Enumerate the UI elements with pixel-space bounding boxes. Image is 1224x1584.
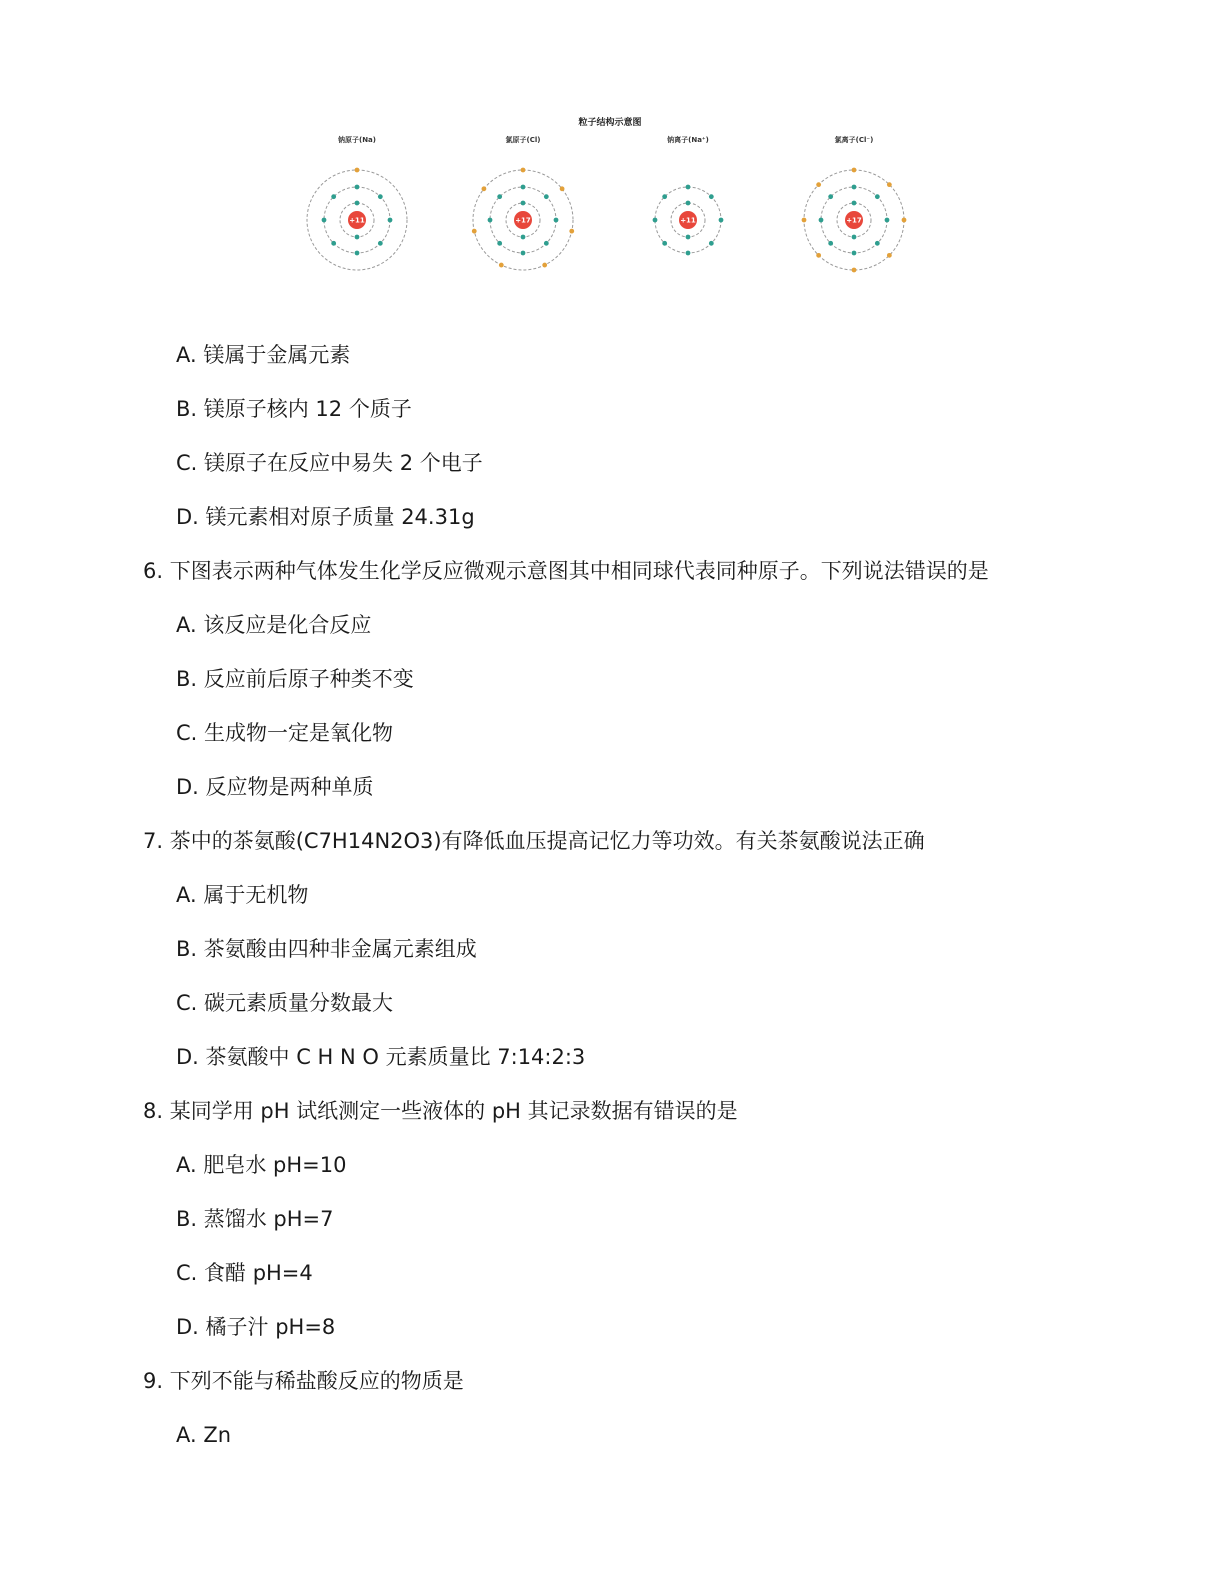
electron	[653, 218, 658, 223]
electron	[355, 185, 360, 190]
electron	[499, 263, 504, 268]
q5-option-d: D. 镁元素相对原子质量 24.31g	[176, 505, 475, 529]
electron	[709, 194, 714, 199]
electron	[719, 218, 724, 223]
electron	[497, 241, 502, 246]
electron	[542, 263, 547, 268]
q7-option-a: A. 属于无机物	[176, 883, 309, 907]
q6-option-b: B. 反应前后原子种类不变	[176, 667, 414, 691]
q7-option-c: C. 碳元素质量分数最大	[176, 991, 394, 1015]
q5-option-b: B. 镁原子核内 12 个质子	[176, 397, 412, 421]
electron	[355, 168, 360, 173]
electron	[560, 186, 565, 191]
electron	[852, 235, 857, 240]
nucleus-charge: +11	[680, 216, 696, 225]
electron	[852, 251, 857, 256]
electron	[819, 218, 824, 223]
q8-option-b: B. 蒸馏水 pH=7	[176, 1207, 334, 1231]
electron	[482, 186, 487, 191]
electron	[521, 251, 526, 256]
electron	[554, 218, 559, 223]
q8-option-a: A. 肥皂水 pH=10	[176, 1153, 347, 1177]
electron	[885, 218, 890, 223]
atom-diagram-na	[297, 130, 417, 280]
electron	[544, 241, 549, 246]
electron	[875, 241, 880, 246]
q7-option-b: B. 茶氨酸由四种非金属元素组成	[176, 937, 477, 961]
electron	[686, 185, 691, 190]
q7-option-d: D. 茶氨酸中 C H N O 元素质量比 7:14:2:3	[176, 1045, 586, 1069]
electron	[686, 251, 691, 256]
electron	[662, 194, 667, 199]
electron	[816, 253, 821, 258]
electron	[887, 182, 892, 187]
electron	[887, 253, 892, 258]
atom-label: 钠原子(Na)	[338, 136, 376, 144]
q6-option-c: C. 生成物一定是氧化物	[176, 721, 394, 745]
electron	[322, 218, 327, 223]
electron	[521, 201, 526, 206]
nucleus-charge: +17	[846, 216, 862, 225]
q7-stem: 7. 茶中的茶氨酸(C7H14N2O3)有降低血压提高记忆力等功效。有关茶氨酸说法正确	[143, 829, 925, 853]
electron	[521, 185, 526, 190]
particle-structure-figure	[290, 110, 930, 290]
electron	[902, 218, 907, 223]
electron	[544, 194, 549, 199]
electron	[355, 201, 360, 206]
electron	[828, 241, 833, 246]
atom-diagram-cl	[463, 130, 583, 280]
electron	[355, 235, 360, 240]
electron	[686, 201, 691, 206]
electron	[852, 168, 857, 173]
electron	[355, 251, 360, 256]
atom-svg	[628, 160, 748, 280]
electron	[472, 229, 477, 234]
atom-diagram-na-ion	[628, 130, 748, 280]
atom-label: 钠离子(Na⁺)	[667, 136, 709, 144]
atom-svg	[297, 160, 417, 280]
q6-stem: 6. 下图表示两种气体发生化学反应微观示意图其中相同球代表同种原子。下列说法错误的是	[143, 559, 989, 583]
atom-svg	[794, 160, 914, 280]
q8-option-d: D. 橘子汁 pH=8	[176, 1315, 336, 1339]
q8-stem: 8. 某同学用 pH 试纸测定一些液体的 pH 其记录数据有错误的是	[143, 1099, 738, 1123]
electron	[378, 241, 383, 246]
electron	[802, 218, 807, 223]
atom-label: 氯原子(Cl)	[505, 136, 541, 144]
electron	[875, 194, 880, 199]
electron	[497, 194, 502, 199]
electron	[521, 235, 526, 240]
q9-stem: 9. 下列不能与稀盐酸反应的物质是	[143, 1369, 464, 1393]
atom-diagram-cl-ion	[794, 130, 914, 280]
figure-title: 粒子结构示意图	[578, 118, 642, 128]
electron	[331, 194, 336, 199]
electron	[852, 185, 857, 190]
electron	[828, 194, 833, 199]
atom-label: 氯离子(Cl⁻)	[834, 136, 874, 144]
electron	[378, 194, 383, 199]
atom-svg	[463, 160, 583, 280]
q6-option-a: A. 该反应是化合反应	[176, 613, 372, 637]
electron	[662, 241, 667, 246]
electron	[816, 182, 821, 187]
electron	[488, 218, 493, 223]
electron	[686, 235, 691, 240]
electron	[331, 241, 336, 246]
q5-option-c: C. 镁原子在反应中易失 2 个电子	[176, 451, 483, 475]
electron	[388, 218, 393, 223]
q6-option-d: D. 反应物是两种单质	[176, 775, 374, 799]
electron	[569, 229, 574, 234]
q9-option-a: A. Zn	[176, 1423, 232, 1447]
electron	[521, 168, 526, 173]
electron	[852, 268, 857, 273]
nucleus-charge: +17	[515, 216, 531, 225]
q8-option-c: C. 食醋 pH=4	[176, 1261, 313, 1285]
electron	[709, 241, 714, 246]
nucleus-charge: +11	[349, 216, 365, 225]
q5-option-a: A. 镁属于金属元素	[176, 343, 351, 367]
electron	[852, 201, 857, 206]
